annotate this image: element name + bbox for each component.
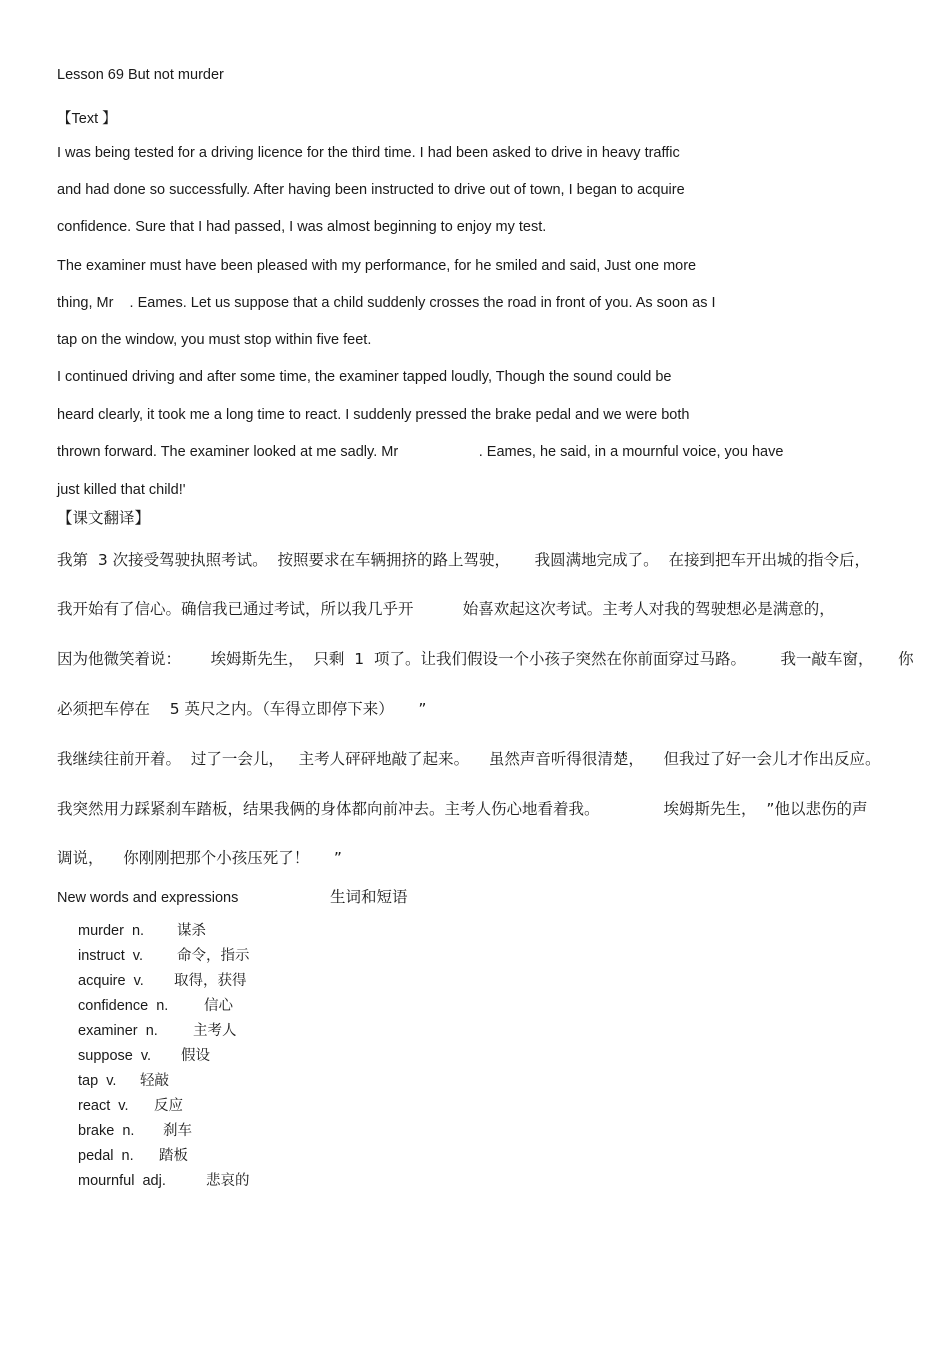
vocab-heading-zh: 生词和短语 xyxy=(330,888,408,906)
translation-line: 我第 3 次接受驾驶执照考试。 按照要求在车辆拥挤的路上驾驶， 我圆满地完成了。 在接到把车开出城的指令后， xyxy=(57,551,870,569)
vocab-meaning: 主考人 xyxy=(193,1023,237,1039)
vocab-word: pedal n. xyxy=(78,1148,134,1164)
vocab-meaning: 取得，获得 xyxy=(174,973,247,989)
text-line: confidence. Sure that I had passed, I was almost beginning to enjoy my test. xyxy=(57,219,547,235)
vocab-meaning: 轻敲 xyxy=(140,1073,169,1089)
text-line: I was being tested for a driving licence for the third time. I had been asked to drive in heavy traffic xyxy=(57,145,680,161)
vocab-item xyxy=(78,1074,168,1099)
text-line: heard clearly, it took me a long time to react. I suddenly pressed the brake pedal and we were both xyxy=(57,407,690,423)
vocab-word: instruct v. xyxy=(78,948,143,964)
translation-heading: 【课文翻译】 xyxy=(57,509,151,527)
vocab-meaning: 踏板 xyxy=(159,1148,188,1164)
vocab-meaning: 反应 xyxy=(154,1098,183,1114)
vocab-item xyxy=(78,1123,192,1149)
text-line: just killed that child!' xyxy=(57,482,186,498)
vocab-meaning: 假设 xyxy=(181,1048,210,1064)
text-line: tap on the window, you must stop within five feet. xyxy=(57,332,372,348)
vocab-word: mournful adj. xyxy=(78,1173,166,1189)
vocab-item xyxy=(78,1173,250,1199)
vocab-word: murder n. xyxy=(78,923,145,939)
vocab-word: brake n. xyxy=(78,1123,135,1139)
vocab-meaning: 命令，指示 xyxy=(177,948,250,964)
vocab-word: tap v. xyxy=(78,1073,117,1089)
vocab-word: examiner n. xyxy=(78,1023,158,1039)
text-line: and had done so successfully. After having been instructed to drive out of town, I began to acquire xyxy=(57,182,685,198)
translation-line: 因为他微笑着说： 埃姆斯先生， 只剩 1 项了。让我们假设一个小孩子突然在你前面穿过马路。 我一敲车窗， 你 xyxy=(57,650,914,668)
text-line: thing, Mr . Eames. Let us suppose that a child suddenly crosses the road in front of you. As soon as I xyxy=(57,295,716,311)
vocab-list xyxy=(78,923,250,1199)
vocab-word: react v. xyxy=(78,1098,129,1114)
vocab-meaning: 谋杀 xyxy=(177,923,206,939)
vocab-item xyxy=(78,973,247,999)
translation-line: 我继续往前开着。 过了一会儿， 主考人砰砰地敲了起来。 虽然声音听得很清楚， 但我过了好一会儿才作出反应。 xyxy=(57,750,881,768)
text-line: The examiner must have been pleased with my performance, for he smiled and said, Just one more xyxy=(57,258,697,274)
translation-line: 调说， 你刚刚把那个小孩压死了！ ” xyxy=(57,849,342,867)
text-heading: 【Text 】 xyxy=(57,111,117,127)
vocab-item xyxy=(78,948,250,974)
vocab-item xyxy=(78,923,206,949)
vocab-item xyxy=(78,998,233,1024)
translation-line: 必须把车停在 5 英尺之内。（车得立即停下来） ” xyxy=(57,700,427,718)
vocab-word: suppose v. xyxy=(78,1048,152,1064)
vocab-item xyxy=(78,1023,237,1049)
vocab-item xyxy=(78,1148,188,1174)
text-line: I continued driving and after some time, the examiner tapped loudly, Though the sound could be xyxy=(57,369,672,385)
translation-line: 我突然用力踩紧刹车踏板，结果我俩的身体都向前冲去。主考人伤心地看着我。 埃姆斯先生， ”他以悲伤的声 xyxy=(57,800,868,818)
vocab-item xyxy=(78,1048,210,1074)
vocab-heading: New words and expressions xyxy=(57,890,239,906)
vocab-meaning: 刹车 xyxy=(163,1123,192,1139)
vocab-word: acquire v. xyxy=(78,973,144,989)
lesson-title: Lesson 69 But not murder xyxy=(57,67,224,83)
translation-line: 我开始有了信心。确信我已通过考试，所以我几乎开 始喜欢起这次考试。主考人对我的驾驶想必是满意的， xyxy=(57,600,835,618)
vocab-meaning: 悲哀的 xyxy=(206,1173,250,1189)
vocab-meaning: 信心 xyxy=(204,998,233,1014)
text-line: thrown forward. The examiner looked at me sadly. Mr . Eames, he said, in a mournful voice, you have xyxy=(57,444,784,460)
vocab-word: confidence n. xyxy=(78,998,169,1014)
vocab-item xyxy=(78,1098,183,1124)
